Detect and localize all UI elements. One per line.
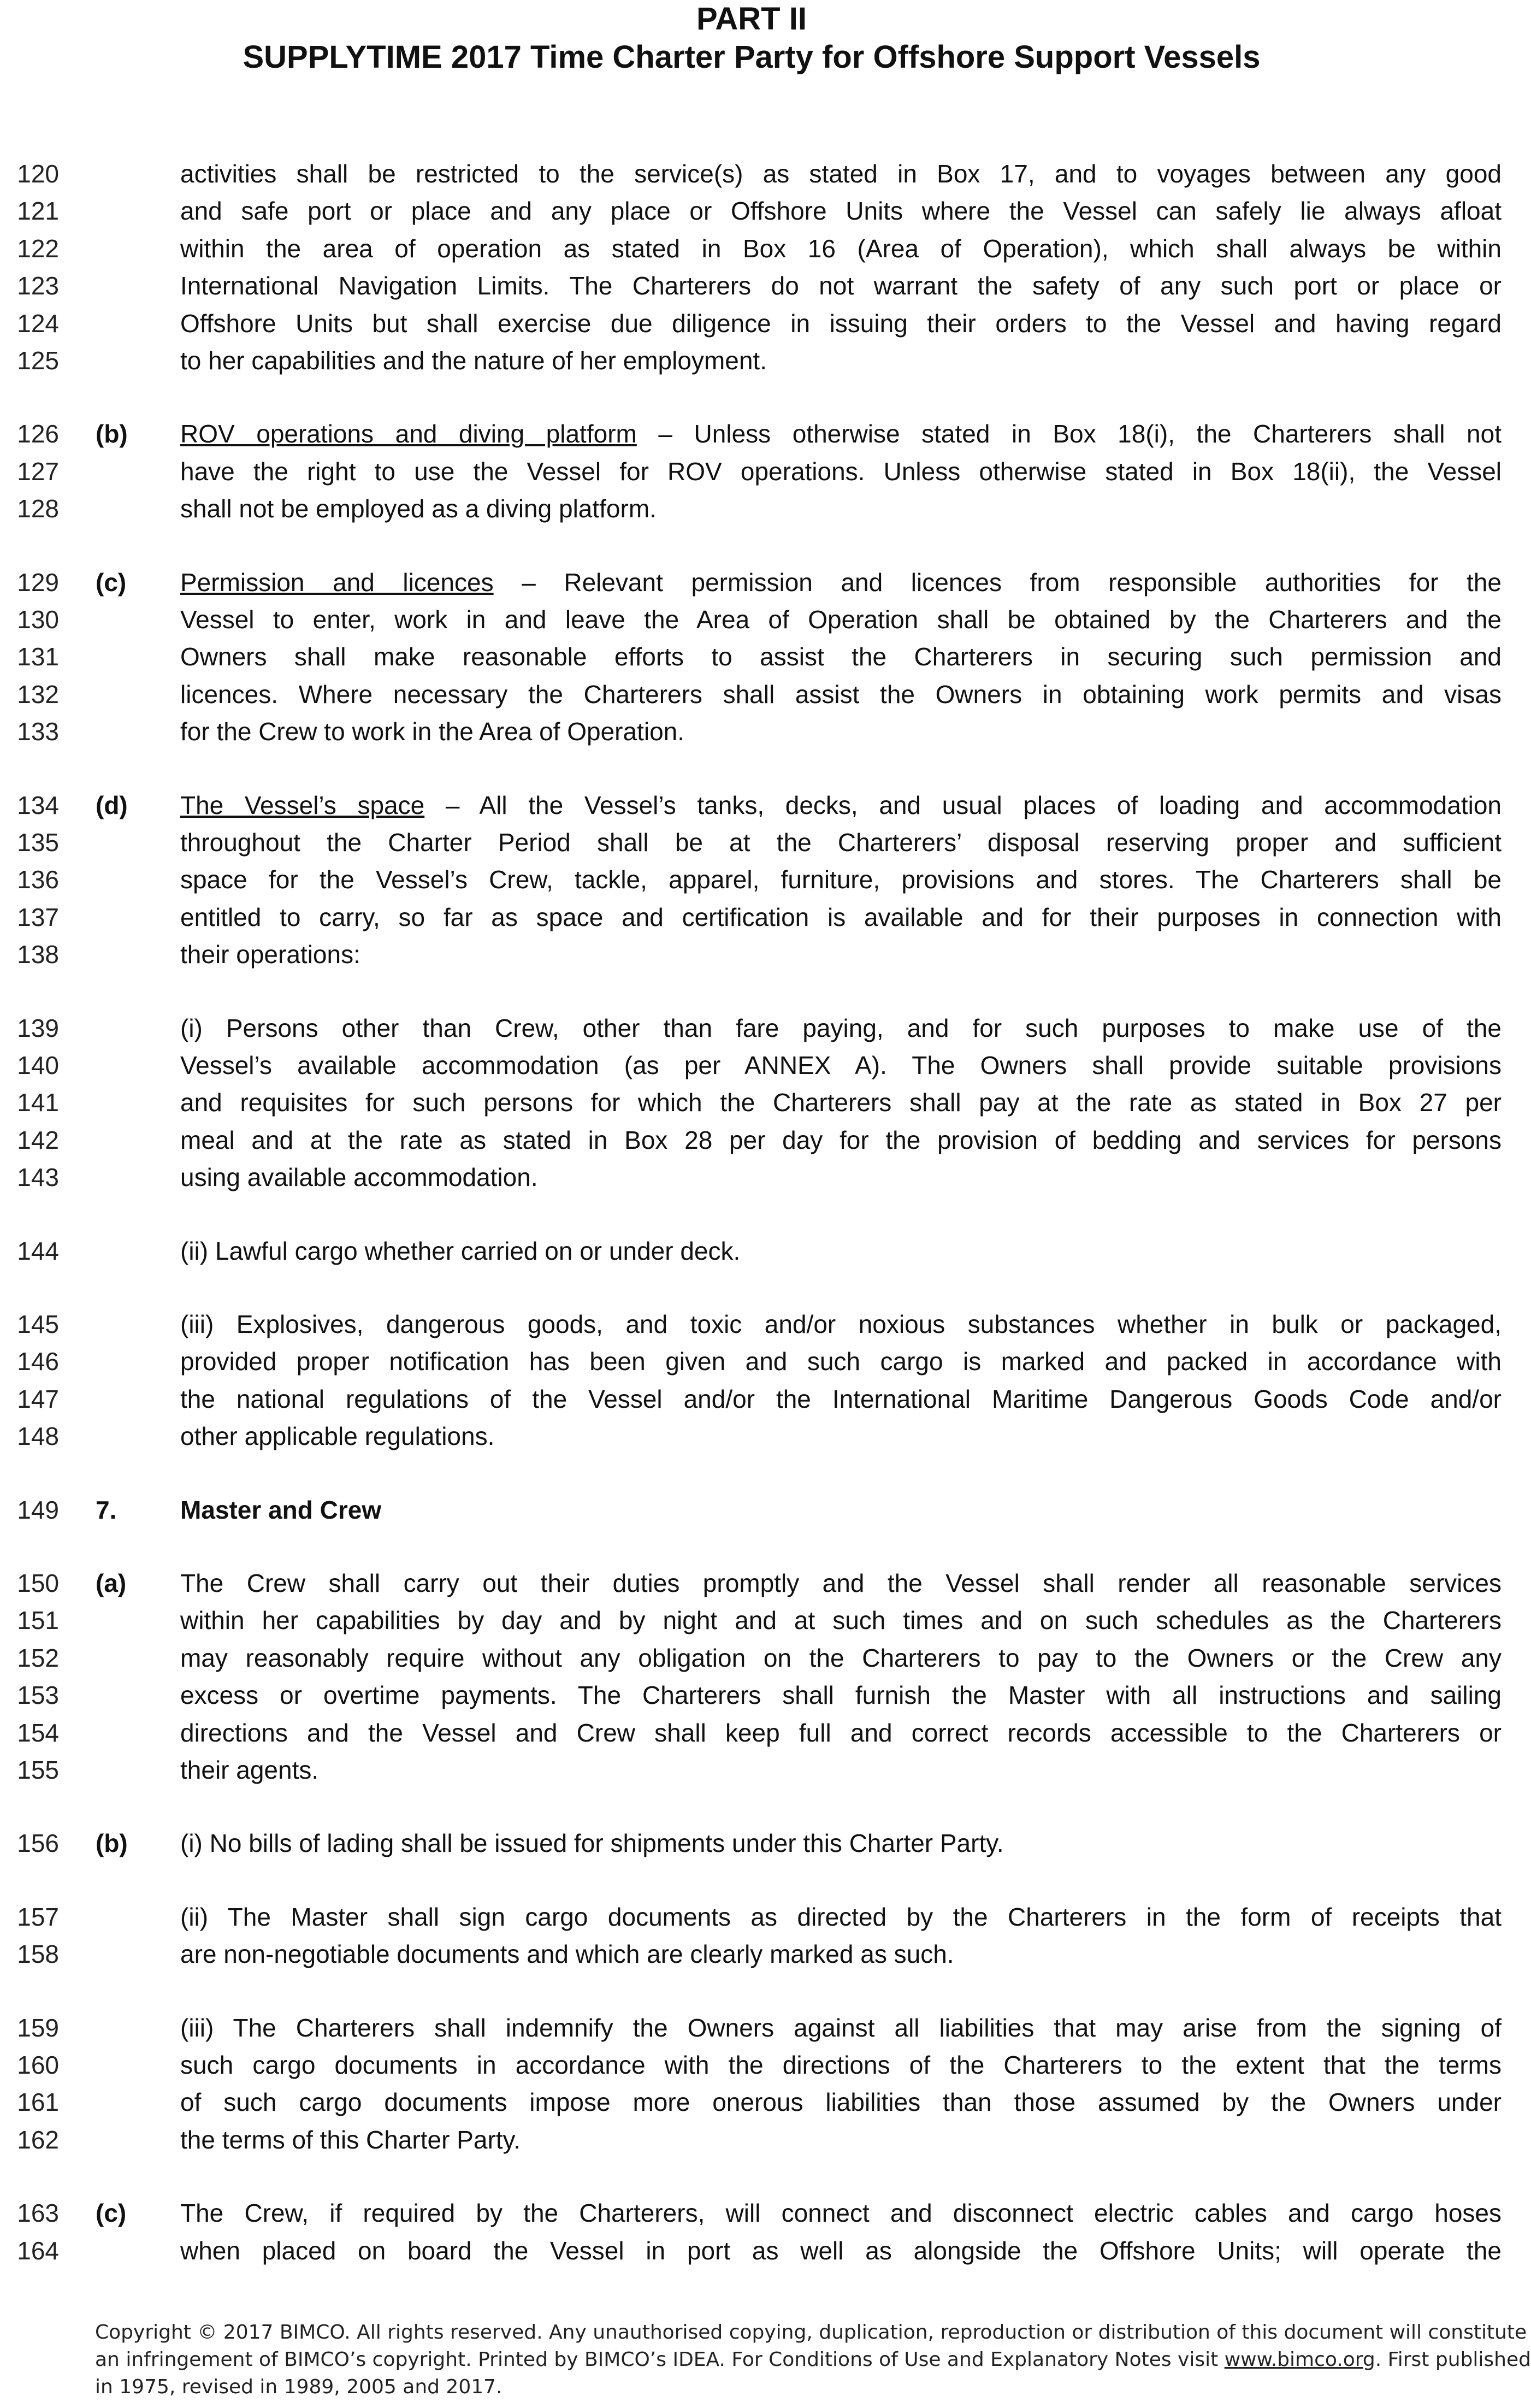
clause-text-line: The Crew shall carry out their duties promptly and the Vessel shall render all reasonable services bbox=[180, 1569, 1502, 1597]
line-number: 134 bbox=[17, 790, 59, 819]
clause-text-line: (ii) The Master shall sign cargo documents as directed by the Charterers in the form of receipts that bbox=[180, 1902, 1502, 1931]
clause-text-line: the terms of this Charter Party. bbox=[180, 2125, 521, 2154]
clause-text-line: to her capabilities and the nature of her employment. bbox=[180, 346, 767, 375]
line-number: 155 bbox=[17, 1756, 59, 1784]
clause-text-line: International Navigation Limits. The Charterers do not warrant the safety of any such port or place or bbox=[180, 272, 1502, 300]
clause-text-line: meal and at the rate as stated in Box 28 per day for the provision of bedding and services for persons bbox=[180, 1125, 1502, 1154]
clause-text-line: their operations: bbox=[180, 940, 360, 969]
clause-heading: The Vessel’s space bbox=[180, 790, 425, 819]
clause-label: (b) bbox=[96, 420, 128, 448]
clause-text-line: (i) No bills of lading shall be issued for shipments under this Charter Party. bbox=[180, 1829, 1004, 1858]
line-number: 142 bbox=[17, 1125, 59, 1154]
line-number: 157 bbox=[17, 1902, 59, 1931]
clause-text-line: may reasonably require without any obligation on the Charterers to pay to the Owners or the Crew any bbox=[180, 1643, 1502, 1672]
line-number: 137 bbox=[17, 902, 59, 931]
clause-text-line: when placed on board the Vessel in port as well as alongside the Offshore Units; will operate the bbox=[180, 2236, 1502, 2265]
line-number: 125 bbox=[17, 346, 59, 375]
clause-text-line: Offshore Units but shall exercise due diligence in issuing their orders to the Vessel and having regard bbox=[180, 309, 1502, 338]
clause-text-line: for the Crew to work in the Area of Operation. bbox=[180, 717, 685, 746]
line-number: 133 bbox=[17, 717, 59, 746]
line-number: 151 bbox=[17, 1606, 59, 1635]
line-number: 164 bbox=[17, 2236, 59, 2265]
clause-text-line: Vessel to enter, work in and leave the Area of Operation shall be obtained by the Charterers and the bbox=[180, 605, 1502, 634]
copyright-text: an infringement of BIMCO’s copyright. Printed by BIMCO’s IDEA. For Conditions of Use and Explanatory Notes visit bbox=[95, 2348, 1225, 2371]
clause-text-line: are non-negotiable documents and which are clearly marked as such. bbox=[180, 1940, 954, 1969]
line-number: 153 bbox=[17, 1681, 59, 1710]
clause-text-line: The Crew, if required by the Charterers, will connect and disconnect electric cables and cargo hoses bbox=[180, 2199, 1502, 2228]
line-number: 159 bbox=[17, 2013, 59, 2042]
line-number: 128 bbox=[17, 494, 59, 523]
clause-text-line: their agents. bbox=[180, 1756, 319, 1784]
clause-text-line: space for the Vessel’s Crew, tackle, apparel, furniture, provisions and stores. The Charterers shall be bbox=[180, 865, 1502, 894]
copyright-line-3: in 1975, revised in 1989, 2005 and 2017. bbox=[95, 2376, 503, 2398]
line-number: 148 bbox=[17, 1422, 59, 1451]
clause-text-line: Vessel’s available accommodation (as per ANNEX A). The Owners shall provide suitable provisions bbox=[180, 1051, 1502, 1079]
line-number: 154 bbox=[17, 1718, 59, 1747]
section-heading: Master and Crew bbox=[180, 1495, 382, 1524]
clause-label: (c) bbox=[96, 2199, 127, 2228]
line-number: 152 bbox=[17, 1643, 59, 1672]
line-number: 122 bbox=[17, 234, 59, 263]
copyright-text-end: . First published bbox=[1375, 2348, 1531, 2371]
line-number: 123 bbox=[17, 272, 59, 300]
line-number: 149 bbox=[17, 1495, 59, 1524]
clause-text-line: shall not be employed as a diving platform. bbox=[180, 494, 657, 523]
line-number: 160 bbox=[17, 2051, 59, 2079]
clause-label: (b) bbox=[96, 1829, 128, 1858]
clause-text-line: have the right to use the Vessel for ROV operations. Unless otherwise stated in Box 18(ii), the Vessel bbox=[180, 457, 1502, 486]
clause-text-line: within the area of operation as stated in Box 16 (Area of Operation), which shall always be within bbox=[180, 234, 1502, 263]
clause-text-line: Owners shall make reasonable efforts to assist the Charterers in securing such permission and bbox=[180, 642, 1502, 671]
clause-label: (a) bbox=[96, 1569, 127, 1597]
line-number: 156 bbox=[17, 1829, 59, 1858]
clause-label: (d) bbox=[96, 790, 128, 819]
clause-text-line bbox=[180, 415, 1502, 452]
clause-text-line: activities shall be restricted to the service(s) as stated in Box 17, and to voyages between any good bbox=[180, 160, 1502, 188]
line-number: 135 bbox=[17, 828, 59, 857]
clause-text-line: (ii) Lawful cargo whether carried on or under deck. bbox=[180, 1236, 741, 1265]
clause-text-line: (iii) Explosives, dangerous goods, and toxic and/or noxious substances whether in bulk or packaged, bbox=[180, 1310, 1502, 1338]
clause-text-line: such cargo documents in accordance with the directions of the Charterers to the extent that the terms bbox=[180, 2051, 1502, 2079]
line-number: 139 bbox=[17, 1013, 59, 1042]
clause-text-line: within her capabilities by day and by night and at such times and on such schedules as the Charterers bbox=[180, 1606, 1502, 1635]
clause-text-line: of such cargo documents impose more onerous liabilities than those assumed by the Owners under bbox=[180, 2088, 1502, 2117]
line-number: 121 bbox=[17, 197, 59, 226]
clause-text-line: excess or overtime payments. The Charterers shall furnish the Master with all instructions and sailing bbox=[180, 1681, 1502, 1710]
clause-label: (c) bbox=[96, 568, 127, 597]
line-number: 143 bbox=[17, 1163, 59, 1192]
clause-text-line: entitled to carry, so far as space and certification is available and for their purposes in connection with bbox=[180, 902, 1502, 931]
clause-text-line bbox=[180, 787, 1502, 824]
clause-text-line: and safe port or place and any place or Offshore Units where the Vessel can safely lie always afloat bbox=[180, 197, 1502, 226]
line-number: 158 bbox=[17, 1940, 59, 1969]
line-number: 145 bbox=[17, 1310, 59, 1338]
clause-text-line: using available accommodation. bbox=[180, 1163, 538, 1192]
clause-text-line: and requisites for such persons for which the Charterers shall pay at the rate as stated in Box 27 per bbox=[180, 1088, 1502, 1117]
line-number: 136 bbox=[17, 865, 59, 894]
clause-text-line: the national regulations of the Vessel and/or the International Maritime Dangerous Goods Code and/or bbox=[180, 1384, 1502, 1413]
clause-text-line: (i) Persons other than Crew, other than fare paying, and for such purposes to make use of the bbox=[180, 1013, 1502, 1042]
clause-text-line: other applicable regulations. bbox=[180, 1422, 495, 1451]
clause-text-line: throughout the Charter Period shall be at the Charterers’ disposal reserving proper and sufficient bbox=[180, 828, 1502, 857]
line-number: 120 bbox=[17, 160, 59, 188]
line-number: 127 bbox=[17, 457, 59, 486]
part-heading: PART II bbox=[696, 1, 807, 37]
clause-heading: Permission and licences bbox=[180, 568, 494, 597]
copyright-line-2 bbox=[95, 2346, 1531, 2374]
line-number: 132 bbox=[17, 680, 59, 709]
clause-text-line: provided proper notification has been given and such cargo is marked and packed in accordance with bbox=[180, 1347, 1502, 1376]
clause-heading-text: – Relevant permission and licences from responsible authorities for the bbox=[493, 568, 1502, 597]
document-title: SUPPLYTIME 2017 Time Charter Party for Offshore Support Vessels bbox=[243, 39, 1261, 75]
clause-heading-text: – All the Vessel’s tanks, decks, and usual places of loading and accommodation bbox=[424, 790, 1502, 819]
line-number: 147 bbox=[17, 1384, 59, 1413]
clause-text-line: (iii) The Charterers shall indemnify the Owners against all liabilities that may arise from the signing of bbox=[180, 2013, 1502, 2042]
line-number: 141 bbox=[17, 1088, 59, 1117]
line-number: 126 bbox=[17, 420, 59, 448]
line-number: 124 bbox=[17, 309, 59, 338]
bimco-link[interactable]: www.bimco.org bbox=[1224, 2348, 1375, 2371]
line-number: 150 bbox=[17, 1569, 59, 1597]
line-number: 144 bbox=[17, 1236, 59, 1265]
line-number: 131 bbox=[17, 642, 59, 671]
line-number: 162 bbox=[17, 2125, 59, 2154]
clause-text-line: licences. Where necessary the Charterers shall assist the Owners in obtaining work permits and visas bbox=[180, 680, 1502, 709]
line-number: 130 bbox=[17, 605, 59, 634]
line-number: 138 bbox=[17, 940, 59, 969]
line-number: 129 bbox=[17, 568, 59, 597]
clause-text-line: directions and the Vessel and Crew shall keep full and correct records accessible to the Charterers or bbox=[180, 1718, 1502, 1747]
clause-text-line bbox=[180, 564, 1502, 601]
line-number: 140 bbox=[17, 1051, 59, 1079]
line-number: 161 bbox=[17, 2088, 59, 2117]
clause-label: 7. bbox=[96, 1495, 117, 1524]
clause-heading-text: – Unless otherwise stated in Box 18(i), the Charterers shall not bbox=[636, 420, 1502, 448]
clause-heading: ROV operations and diving platform bbox=[180, 420, 637, 448]
line-number: 163 bbox=[17, 2199, 59, 2228]
copyright-line-1: Copyright © 2017 BIMCO. All rights reserved. Any unauthorised copying, duplication, reproduction or distribution of this document will constitute bbox=[95, 2321, 1527, 2344]
line-number: 146 bbox=[17, 1347, 59, 1376]
